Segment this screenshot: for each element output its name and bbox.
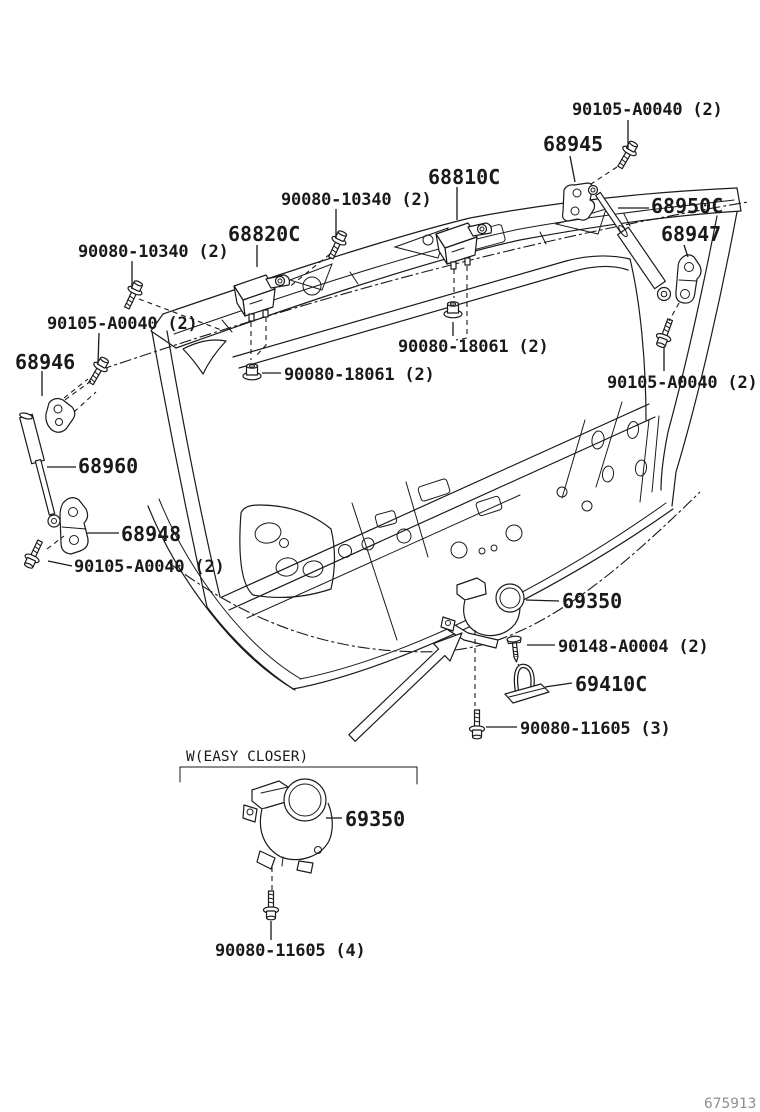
label-nut-90080-18061-right: 90080-18061 (2) bbox=[398, 337, 549, 357]
label-screw-90080-10340-left: 90080-10340 (2) bbox=[78, 242, 229, 262]
label-part-68948: 68948 bbox=[121, 522, 182, 546]
label-bolt-90080-11605-qty4: 90080-11605 (4) bbox=[215, 941, 366, 961]
figure-number: 675913 bbox=[704, 1096, 757, 1112]
easy-closer-section bbox=[180, 767, 417, 920]
label-part-68820c: 68820C bbox=[228, 222, 301, 246]
label-part-68945: 68945 bbox=[543, 132, 604, 156]
bolt-90080-11605-qty3-drawing bbox=[470, 710, 485, 739]
label-part-69350-easy-closer: 69350 bbox=[345, 807, 406, 831]
label-part-68960: 68960 bbox=[78, 454, 139, 478]
label-screw-90105-a0040-upper-left: 90105-A0040 (2) bbox=[47, 314, 198, 334]
label-part-69350: 69350 bbox=[562, 589, 623, 613]
label-part-68950c: 68950C bbox=[651, 194, 724, 218]
label-screw-90080-10340-center: 90080-10340 (2) bbox=[281, 190, 432, 210]
label-screw-90148-a0004: 90148-A0004 (2) bbox=[558, 637, 709, 657]
label-screw-90105-a0040-lower-left: 90105-A0040 (2) bbox=[74, 557, 225, 577]
label-screw-90105-a0040-top-right: 90105-A0040 (2) bbox=[572, 100, 723, 120]
label-nut-90080-18061-left: 90080-18061 (2) bbox=[284, 365, 435, 385]
label-part-68947: 68947 bbox=[661, 222, 722, 246]
label-bolt-90080-11605-qty3: 90080-11605 (3) bbox=[520, 719, 671, 739]
pointer-arrow bbox=[349, 633, 462, 741]
label-part-69410c: 69410C bbox=[575, 672, 648, 696]
label-screw-90105-a0040-right: 90105-A0040 (2) bbox=[607, 373, 758, 393]
label-part-68810c: 68810C bbox=[428, 165, 501, 189]
label-note-easy-closer: W(EASY CLOSER) bbox=[186, 749, 309, 765]
bolt-90080-11605-qty4-drawing bbox=[264, 891, 279, 920]
lock-69350-easy-closer-drawing bbox=[243, 779, 332, 890]
label-part-68946: 68946 bbox=[15, 350, 76, 374]
striker-69410c-drawing bbox=[505, 636, 549, 703]
bolt-90080-10340-left-drawing bbox=[120, 279, 146, 311]
